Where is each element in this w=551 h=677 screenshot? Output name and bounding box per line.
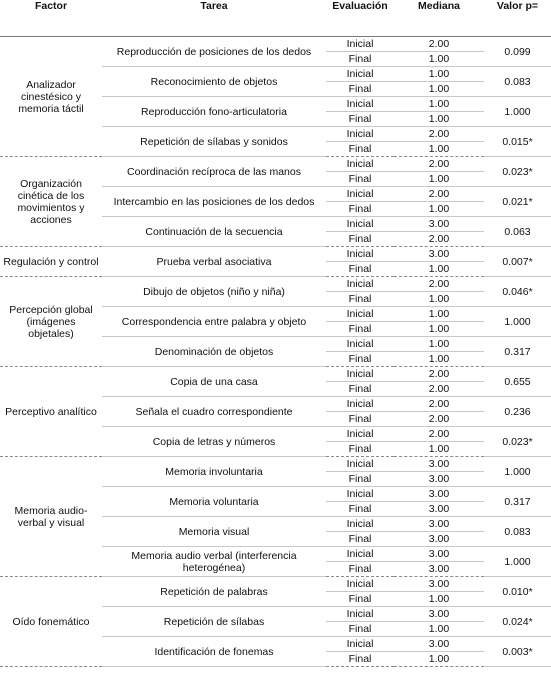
evaluation-cell: Inicial (326, 97, 394, 112)
p-value-cell: 0.099 (484, 37, 551, 67)
evaluation-cell: Inicial (326, 607, 394, 622)
median-cell: 1.00 (394, 82, 484, 97)
table-row (0, 157, 551, 172)
task-cell: Continuación de la secuencia (102, 217, 326, 247)
evaluation-cell: Inicial (326, 517, 394, 532)
evaluation-cell: Inicial (326, 487, 394, 502)
median-cell: 3.00 (394, 487, 484, 502)
evaluation-cell: Inicial (326, 427, 394, 442)
table-body (0, 37, 551, 667)
evaluation-cell: Inicial (326, 547, 394, 562)
p-value-cell: 0.655 (484, 367, 551, 397)
median-cell: 1.00 (394, 337, 484, 352)
evaluation-cell: Final (326, 442, 394, 457)
evaluation-cell: Inicial (326, 637, 394, 652)
median-cell: 3.00 (394, 607, 484, 622)
p-value-cell: 0.063 (484, 217, 551, 247)
median-cell: 1.00 (394, 262, 484, 277)
evaluation-cell: Final (326, 112, 394, 127)
header-factor: Factor (0, 0, 102, 37)
evaluation-cell: Final (326, 382, 394, 397)
table-row (0, 37, 551, 52)
median-cell: 3.00 (394, 472, 484, 487)
p-value-cell: 0.024* (484, 607, 551, 637)
evaluation-cell: Final (326, 52, 394, 67)
median-cell: 1.00 (394, 67, 484, 82)
median-cell: 1.00 (394, 172, 484, 187)
evaluation-cell: Final (326, 292, 394, 307)
median-cell: 3.00 (394, 457, 484, 472)
evaluation-cell: Final (326, 562, 394, 577)
table-row (0, 577, 551, 592)
p-value-cell: 0.021* (484, 187, 551, 217)
evaluation-cell: Inicial (326, 277, 394, 292)
evaluation-cell: Inicial (326, 367, 394, 382)
p-value-cell: 0.023* (484, 427, 551, 457)
p-value-cell: 0.083 (484, 67, 551, 97)
median-cell: 2.00 (394, 157, 484, 172)
evaluation-cell: Final (326, 142, 394, 157)
p-value-cell: 1.000 (484, 307, 551, 337)
evaluation-cell: Inicial (326, 157, 394, 172)
evaluation-cell: Final (326, 232, 394, 247)
task-cell: Dibujo de objetos (niño y niña) (102, 277, 326, 307)
median-cell: 1.00 (394, 622, 484, 637)
median-cell: 1.00 (394, 97, 484, 112)
median-cell: 1.00 (394, 352, 484, 367)
p-value-cell: 0.015* (484, 127, 551, 157)
median-cell: 2.00 (394, 412, 484, 427)
p-value-cell: 0.236 (484, 397, 551, 427)
p-value-cell: 0.003* (484, 637, 551, 667)
median-cell: 3.00 (394, 547, 484, 562)
evaluation-cell: Inicial (326, 37, 394, 52)
evaluation-cell: Final (326, 172, 394, 187)
evaluation-cell: Inicial (326, 67, 394, 82)
task-cell: Identificación de fonemas (102, 637, 326, 667)
evaluation-cell: Final (326, 352, 394, 367)
median-cell: 1.00 (394, 52, 484, 67)
evaluation-cell: Inicial (326, 217, 394, 232)
evaluation-cell: Final (326, 202, 394, 217)
median-cell: 3.00 (394, 562, 484, 577)
header-row (0, 0, 551, 37)
table-row (0, 457, 551, 472)
median-cell: 1.00 (394, 442, 484, 457)
task-cell: Correspondencia entre palabra y objeto (102, 307, 326, 337)
header-evaluacion: Evaluación (326, 0, 394, 37)
median-cell: 3.00 (394, 247, 484, 262)
p-value-cell: 0.007* (484, 247, 551, 277)
task-cell: Coordinación recíproca de las manos (102, 157, 326, 187)
factor-cell: Regulación y control (0, 247, 102, 277)
median-cell: 3.00 (394, 517, 484, 532)
median-cell: 2.00 (394, 397, 484, 412)
task-cell: Prueba verbal asociativa (102, 247, 326, 277)
evaluation-cell: Inicial (326, 307, 394, 322)
median-cell: 2.00 (394, 277, 484, 292)
evaluation-cell: Inicial (326, 187, 394, 202)
task-cell: Memoria voluntaria (102, 487, 326, 517)
evaluation-cell: Inicial (326, 577, 394, 592)
median-cell: 3.00 (394, 502, 484, 517)
p-value-cell: 1.000 (484, 97, 551, 127)
evaluation-cell: Inicial (326, 457, 394, 472)
evaluation-cell: Inicial (326, 127, 394, 142)
median-cell: 1.00 (394, 652, 484, 667)
median-cell: 2.00 (394, 427, 484, 442)
median-cell: 1.00 (394, 112, 484, 127)
task-cell: Denominación de objetos (102, 337, 326, 367)
evaluation-cell: Final (326, 322, 394, 337)
header-tarea: Tarea (102, 0, 326, 37)
median-cell: 1.00 (394, 142, 484, 157)
median-cell: 3.00 (394, 217, 484, 232)
evaluation-cell: Inicial (326, 337, 394, 352)
task-cell: Reproducción fono-articulatoria (102, 97, 326, 127)
median-cell: 1.00 (394, 307, 484, 322)
task-cell: Señala el cuadro correspondiente (102, 397, 326, 427)
evaluation-cell: Final (326, 472, 394, 487)
median-cell: 2.00 (394, 37, 484, 52)
task-cell: Repetición de palabras (102, 577, 326, 607)
median-cell: 1.00 (394, 322, 484, 337)
factor-cell: Memoria audio-verbal y visual (0, 457, 102, 577)
evaluation-cell: Inicial (326, 247, 394, 262)
median-cell: 2.00 (394, 367, 484, 382)
task-cell: Memoria visual (102, 517, 326, 547)
median-cell: 3.00 (394, 532, 484, 547)
table-row (0, 247, 551, 262)
median-cell: 3.00 (394, 637, 484, 652)
evaluation-cell: Final (326, 262, 394, 277)
factor-cell: Oído fonemático (0, 577, 102, 667)
median-cell: 3.00 (394, 577, 484, 592)
evaluation-cell: Final (326, 502, 394, 517)
median-cell: 2.00 (394, 187, 484, 202)
evaluation-cell: Final (326, 82, 394, 97)
p-value-cell: 0.317 (484, 337, 551, 367)
factor-cell: Percepción global (imágenes objetales) (0, 277, 102, 367)
evaluation-cell: Final (326, 592, 394, 607)
median-cell: 1.00 (394, 292, 484, 307)
factor-cell: Perceptivo analítico (0, 367, 102, 457)
table-row (0, 367, 551, 382)
evaluation-cell: Final (326, 622, 394, 637)
task-cell: Repetición de sílabas (102, 607, 326, 637)
task-cell: Copia de letras y números (102, 427, 326, 457)
evaluation-cell: Final (326, 412, 394, 427)
evaluation-cell: Final (326, 532, 394, 547)
task-cell: Memoria involuntaria (102, 457, 326, 487)
p-value-cell: 0.023* (484, 157, 551, 187)
median-cell: 2.00 (394, 382, 484, 397)
p-value-cell: 1.000 (484, 547, 551, 577)
header-valor-p: Valor p= (484, 0, 551, 37)
task-cell: Reconocimiento de objetos (102, 67, 326, 97)
median-cell: 2.00 (394, 127, 484, 142)
task-cell: Memoria audio verbal (interferencia heterogénea) (102, 547, 326, 577)
evaluation-cell: Inicial (326, 397, 394, 412)
factor-cell: Analizador cinestésico y memoria táctil (0, 37, 102, 157)
median-cell: 2.00 (394, 232, 484, 247)
p-value-cell: 1.000 (484, 457, 551, 487)
task-cell: Repetición de sílabas y sonidos (102, 127, 326, 157)
header-mediana: Mediana (394, 0, 484, 37)
task-cell: Intercambio en las posiciones de los dedos (102, 187, 326, 217)
task-cell: Copia de una casa (102, 367, 326, 397)
table-header (0, 0, 551, 37)
median-cell: 1.00 (394, 592, 484, 607)
p-value-cell: 0.046* (484, 277, 551, 307)
median-cell: 1.00 (394, 202, 484, 217)
p-value-cell: 0.010* (484, 577, 551, 607)
p-value-cell: 0.317 (484, 487, 551, 517)
evaluation-cell: Final (326, 652, 394, 667)
factor-cell: Organización cinética de los movimientos y acciones (0, 157, 102, 247)
table-row (0, 277, 551, 292)
task-cell: Reproducción de posiciones de los dedos (102, 37, 326, 67)
p-value-cell: 0.083 (484, 517, 551, 547)
